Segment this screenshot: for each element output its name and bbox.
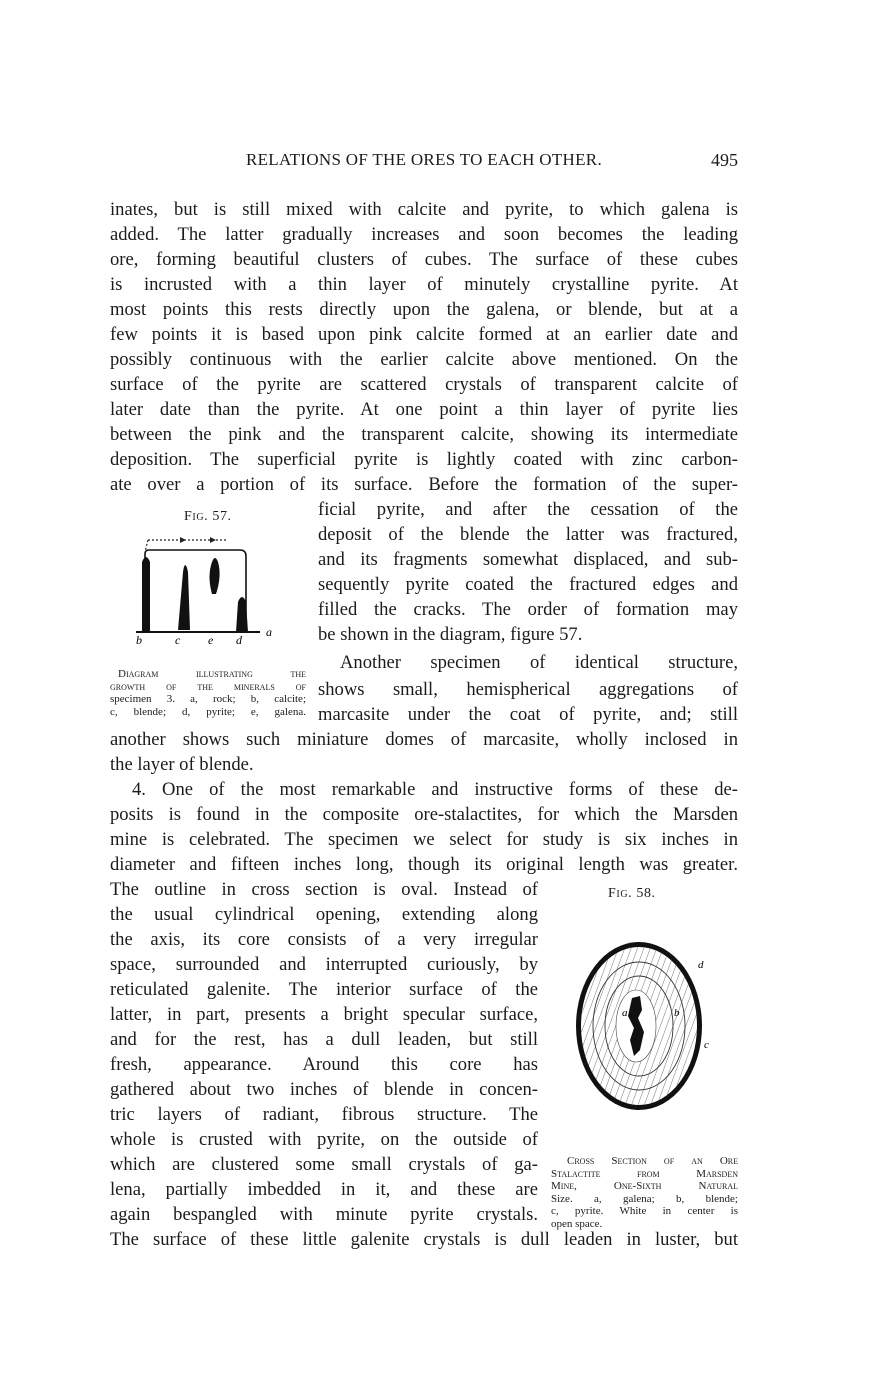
- specimen-outline: [145, 550, 246, 632]
- body-line: latter, in part, presents a bright specular surface,: [110, 1004, 538, 1025]
- label-c: c: [175, 633, 181, 647]
- caption-line: specimen 3. a, rock; b, calcite;: [110, 693, 306, 705]
- caption-line: Mine, One-Sixth Natural: [551, 1180, 738, 1192]
- label-b: b: [674, 1007, 680, 1019]
- body-line: most points this rests directly upon the galena, or blende, but at a: [110, 299, 738, 320]
- body-line: mine is celebrated. The specimen we select for study is six inches in: [110, 829, 738, 850]
- caption-line: Size. a, galena; b, blende;: [551, 1192, 738, 1205]
- body-line: few points it is based upon pink calcite formed at an earlier date and: [110, 324, 738, 345]
- label-c: c: [704, 1039, 709, 1051]
- body-line: sequently pyrite coated the fractured edges and: [318, 574, 738, 595]
- body-line: and for the rest, has a dull leaden, but still: [110, 1029, 538, 1050]
- body-line: inates, but is still mixed with calcite and pyrite, to which galena is: [110, 199, 738, 220]
- body-line: is incrusted with a thin layer of minutely crystalline pyrite. At: [110, 274, 738, 295]
- figure-57-diagram: [128, 532, 288, 647]
- caption-line: open space.: [551, 1217, 603, 1230]
- caption-line: Cross Section of an Ore: [567, 1155, 738, 1167]
- body-line: ore, forming beautiful clusters of cubes. The surface of these cubes: [110, 249, 738, 270]
- body-line: and its fragments somewhat displaced, and sub-: [318, 549, 738, 570]
- body-line: the axis, its core consists of a very irregular: [110, 929, 538, 950]
- figure-57-label: Fig. 57.: [184, 509, 232, 524]
- arrow-head: [180, 537, 186, 543]
- figure-58-diagram: [570, 940, 720, 1120]
- body-line: tric layers of radiant, fibrous structure. The: [110, 1104, 538, 1125]
- body-line: shows small, hemispherical aggregations of: [318, 679, 738, 700]
- label-e: e: [208, 633, 214, 647]
- body-line: surface of the pyrite are scattered crystals of transparent calcite of: [110, 374, 738, 395]
- label-b: b: [136, 633, 142, 647]
- body-line: be shown in the diagram, figure 57.: [318, 624, 583, 645]
- label-d: d: [698, 959, 704, 971]
- body-line: gathered about two inches of blende in concen-: [110, 1079, 538, 1100]
- body-line: deposit of the blende the latter was fractured,: [318, 524, 738, 545]
- label-d: d: [236, 633, 242, 647]
- body-line: the usual cylindrical opening, extending along: [110, 904, 538, 925]
- body-line: ate over a portion of its surface. Before the formation of the super-: [110, 474, 738, 495]
- figure-58-caption: [551, 1155, 738, 1230]
- body-line: added. The latter gradually increases and soon becomes the leading: [110, 224, 738, 245]
- caption-line: Diagram illustrating the: [118, 668, 306, 680]
- body-line: between the pink and the transparent calcite, showing its intermediate: [110, 424, 738, 445]
- caption-line: c, pyrite. White in center is: [551, 1205, 738, 1217]
- body-line: posits is found in the composite ore-stalactites, for which the Marsden: [110, 804, 738, 825]
- label-a: a: [622, 1007, 628, 1019]
- arrow-head: [210, 537, 216, 543]
- body-line: filled the cracks. The order of formation may: [318, 599, 738, 620]
- galena-crystal-e: [210, 558, 220, 594]
- body-line: diameter and fifteen inches long, though its original length was greater.: [110, 854, 738, 875]
- caption-line: Stalactite from Marsden: [551, 1167, 738, 1180]
- figure-58-label: Fig. 58.: [608, 886, 656, 901]
- body-line: again bespangled with minute pyrite crystals.: [110, 1204, 538, 1225]
- blende-spire-c: [178, 565, 190, 630]
- figure-57-caption: [110, 668, 306, 718]
- body-line: whole is crusted with pyrite, on the outside of: [110, 1129, 538, 1150]
- caption-line: growth of the minerals of: [110, 680, 306, 693]
- body-line: the layer of blende.: [110, 754, 254, 775]
- body-line: fresh, appearance. Around this core has: [110, 1054, 538, 1075]
- calcite-layer-b: [142, 557, 150, 632]
- page-header: [110, 150, 738, 178]
- body-line: Another specimen of identical structure,: [340, 652, 738, 673]
- body-line: The outline in cross section is oval. Instead of: [110, 879, 538, 900]
- label-a: a: [266, 625, 272, 639]
- body-line: space, surrounded and interrupted curiously, by: [110, 954, 538, 975]
- caption-line: c, blende; d, pyrite; e, galena.: [110, 705, 306, 718]
- body-line: which are clustered some small crystals of ga-: [110, 1154, 538, 1175]
- body-line: The surface of these little galenite crystals is dull leaden in luster, but: [110, 1229, 738, 1250]
- body-line: ficial pyrite, and after the cessation of the: [318, 499, 738, 520]
- body-line: reticulated galenite. The interior surface of the: [110, 979, 538, 1000]
- body-line: 4. One of the most remarkable and instructive forms of these de-: [132, 779, 738, 800]
- running-title: RELATIONS OF THE ORES TO EACH OTHER.: [245, 150, 602, 169]
- body-line: lena, partially imbedded in it, and these are: [110, 1179, 538, 1200]
- body-line: later date than the pyrite. At one point a thin layer of pyrite lies: [110, 399, 738, 420]
- body-line: another shows such miniature domes of marcasite, wholly inclosed in: [110, 729, 738, 750]
- body-line: marcasite under the coat of pyrite, and; still: [318, 704, 738, 725]
- body-line: deposition. The superficial pyrite is lightly coated with zinc carbon-: [110, 449, 738, 470]
- page-number: 495: [711, 150, 738, 170]
- body-line: possibly continuous with the earlier calcite above mentioned. On the: [110, 349, 738, 370]
